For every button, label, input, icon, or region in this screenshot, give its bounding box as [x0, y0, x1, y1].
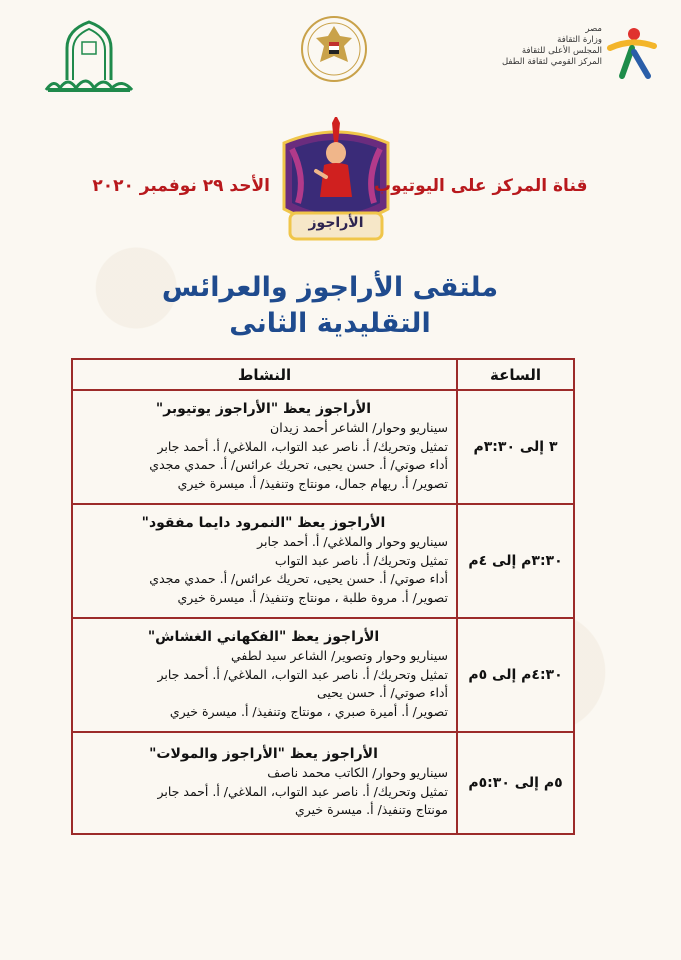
show-title: الأراجوز يعظ "الأراجوز يوتيوبر"	[155, 401, 372, 417]
ministry-seal-logo	[298, 14, 370, 84]
show-title: الأراجوز يعظ "النمرود دايما مفقود"	[141, 515, 386, 531]
credit-line: تصوير/ أ. ريهام جمال، مونتاج وتنفيذ/ أ. ميسرة خيري	[177, 475, 448, 491]
row-activity	[72, 390, 457, 504]
schedule-table	[71, 358, 575, 835]
child-figure-icon	[604, 26, 660, 82]
credit-line: سيناريو وحوار والملاغي/ أ. أحمد جابر	[257, 534, 448, 549]
col-header-activity: النشاط	[72, 359, 457, 390]
credit-line: سيناريو وحوار وتصوير/ الشاعر سيد لطفي	[230, 648, 448, 663]
logo-right-text	[492, 24, 602, 68]
gopc-logo	[42, 18, 136, 98]
logo-text-line: المركز القومي لثقافة الطفل	[501, 57, 602, 67]
table-row	[72, 618, 574, 732]
event-title-line2: التقليدية الثانى	[229, 308, 431, 339]
event-date: الأحد ٢٩ نوفمبر ٢٠٢٠	[92, 176, 270, 196]
row-time: ٣:٣٠م إلى ٤م	[457, 504, 574, 618]
logo-text-line: المجلس الأعلى للثقافة	[521, 46, 602, 56]
credit-line: تمثيل وتحريك/ أ. ناصر عبد التواب، الملاغي/ أ. أحمد جابر	[157, 783, 448, 799]
row-activity	[72, 732, 457, 834]
credit-line: تمثيل وتحريك/ أ. ناصر عبد التواب	[274, 552, 448, 568]
row-activity	[72, 504, 457, 618]
row-time: ٤:٣٠م إلى ٥م	[457, 618, 574, 732]
credit-line: تصوير/ أ. أميرة صبري ، مونتاج وتنفيذ/ أ. ميسرة خيري	[169, 703, 448, 719]
table-row	[72, 390, 574, 504]
show-title: الأراجوز يعظ "الفكهاني الغشاش"	[147, 629, 380, 645]
credit-line: سيناريو وحوار/ الشاعر أحمد زيدان	[270, 420, 448, 435]
credit-line: أداء صوتي/ أ. حسن يحيى، تحريك عرائس/ أ. حمدي مجدي	[149, 457, 448, 472]
logo-text-line: وزارة الثقافة	[557, 35, 602, 45]
col-header-time: الساعة	[457, 359, 574, 390]
event-title-line1: ملتقى الأراجوز والعرائس	[161, 272, 499, 303]
credit-line: أداء صوتي/ أ. حسن يحيى، تحريك عرائس/ أ. حمدي مجدي	[149, 571, 448, 586]
row-time: ٥م إلى ٥:٣٠م	[457, 732, 574, 834]
show-title: الأراجوز يعظ "الأراجوز والمولات"	[149, 746, 378, 763]
youtube-channel-heading: قناة المركز على اليوتيوب	[374, 176, 588, 196]
credit-line: مونتاج وتنفيذ/ أ. ميسرة خيري	[294, 802, 448, 818]
credit-line: تمثيل وتحريك/ أ. ناصر عبد التواب، الملاغي/ أ. أحمد جابر	[157, 438, 448, 454]
child-culture-center-logo	[501, 24, 660, 84]
credit-line: أداء صوتي/ أ. حسن يحيى	[316, 685, 448, 700]
logo-text-line: مصر	[585, 24, 602, 34]
aragoz-badge-label: الأراجوز	[308, 215, 364, 231]
credit-line: تصوير/ أ. مروة طلبة ، مونتاج وتنفيذ/ أ. ميسرة خيري	[177, 589, 448, 605]
table-header-row	[72, 359, 574, 390]
row-activity	[72, 618, 457, 732]
table-row	[72, 732, 574, 834]
row-time: ٣ إلى ٣:٣٠م	[457, 390, 574, 504]
credit-line: سيناريو وحوار/ الكاتب محمد ناصف	[267, 765, 448, 781]
table-row	[72, 504, 574, 618]
credit-line: تمثيل وتحريك/ أ. ناصر عبد التواب، الملاغي/ أ. أحمد جابر	[157, 666, 448, 682]
